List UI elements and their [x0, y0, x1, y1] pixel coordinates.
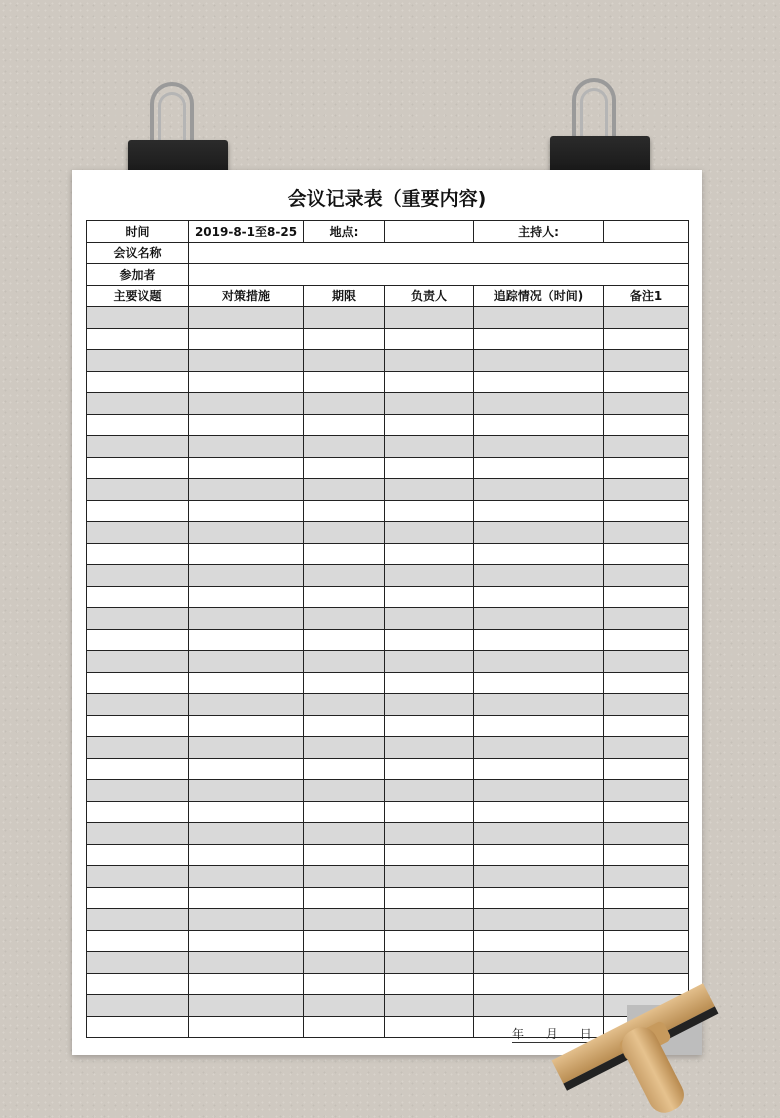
table-cell[interactable] [189, 522, 304, 544]
table-row [87, 608, 689, 630]
table-cell[interactable] [385, 307, 474, 329]
table-cell[interactable] [87, 328, 189, 350]
table-cell[interactable] [189, 500, 304, 522]
table-cell[interactable] [385, 586, 474, 608]
table-cell[interactable] [304, 973, 385, 995]
table-cell[interactable] [304, 780, 385, 802]
table-cell[interactable] [604, 328, 689, 350]
attendees-label: 参加者 [87, 264, 189, 286]
table-cell[interactable] [87, 780, 189, 802]
table-row [87, 651, 689, 673]
table-cell[interactable] [304, 823, 385, 845]
col-header-deadline: 期限 [304, 285, 385, 307]
table-cell[interactable] [304, 565, 385, 587]
table-cell[interactable] [189, 350, 304, 372]
host-value[interactable] [604, 221, 689, 243]
table-cell[interactable] [87, 479, 189, 501]
table-cell[interactable] [385, 973, 474, 995]
table-cell[interactable] [385, 909, 474, 931]
table-cell[interactable] [87, 801, 189, 823]
table-cell[interactable] [304, 930, 385, 952]
table-cell[interactable] [87, 436, 189, 458]
table-cell[interactable] [304, 995, 385, 1017]
table-cell[interactable] [304, 479, 385, 501]
table-cell[interactable] [385, 995, 474, 1017]
table-cell[interactable] [385, 801, 474, 823]
table-row [87, 436, 689, 458]
table-row [87, 328, 689, 350]
table-cell[interactable] [474, 436, 604, 458]
table-row [87, 930, 689, 952]
table-cell[interactable] [474, 737, 604, 759]
table-cell[interactable] [604, 565, 689, 587]
table-cell[interactable] [304, 737, 385, 759]
table-cell[interactable] [87, 371, 189, 393]
table-cell[interactable] [474, 651, 604, 673]
table-row [87, 565, 689, 587]
table-cell[interactable] [385, 758, 474, 780]
table-cell[interactable] [604, 737, 689, 759]
table-cell[interactable] [189, 414, 304, 436]
table-cell[interactable] [474, 608, 604, 630]
table-cell[interactable] [87, 715, 189, 737]
table-cell[interactable] [604, 371, 689, 393]
table-row [87, 522, 689, 544]
table-cell[interactable] [385, 436, 474, 458]
table-cell[interactable] [304, 371, 385, 393]
table-cell[interactable] [385, 328, 474, 350]
table-cell[interactable] [189, 823, 304, 845]
table-cell[interactable] [474, 328, 604, 350]
table-cell[interactable] [385, 694, 474, 716]
table-row [87, 758, 689, 780]
table-cell[interactable] [304, 629, 385, 651]
table-cell[interactable] [385, 1016, 474, 1038]
table-cell[interactable] [604, 522, 689, 544]
table-cell[interactable] [385, 608, 474, 630]
table-cell[interactable] [304, 328, 385, 350]
table-cell[interactable] [474, 414, 604, 436]
table-cell[interactable] [189, 651, 304, 673]
table-cell[interactable] [189, 457, 304, 479]
meeting-name-value[interactable] [189, 242, 689, 264]
table-row [87, 887, 689, 909]
table-cell[interactable] [604, 608, 689, 630]
table-cell[interactable] [189, 672, 304, 694]
table-cell[interactable] [304, 414, 385, 436]
table-cell[interactable] [385, 522, 474, 544]
info-row-meeting-name [87, 242, 689, 264]
table-cell[interactable] [385, 543, 474, 565]
table-cell[interactable] [87, 758, 189, 780]
table-cell[interactable] [474, 457, 604, 479]
table-cell[interactable] [385, 500, 474, 522]
table-cell[interactable] [604, 393, 689, 415]
table-cell[interactable] [385, 715, 474, 737]
table-cell[interactable] [87, 823, 189, 845]
table-row [87, 629, 689, 651]
table-cell[interactable] [385, 393, 474, 415]
table-cell[interactable] [385, 479, 474, 501]
table-cell[interactable] [87, 995, 189, 1017]
table-cell[interactable] [385, 672, 474, 694]
table-cell[interactable] [189, 586, 304, 608]
table-cell[interactable] [189, 328, 304, 350]
table-cell[interactable] [474, 930, 604, 952]
table-cell[interactable] [87, 393, 189, 415]
table-cell[interactable] [604, 350, 689, 372]
table-cell[interactable] [604, 457, 689, 479]
form-title: 会议记录表（重要内容) [287, 188, 487, 210]
info-row-time [87, 221, 689, 243]
form-sheet [72, 170, 702, 1055]
table-cell[interactable] [304, 307, 385, 329]
table-cell[interactable] [304, 844, 385, 866]
table-cell[interactable] [604, 715, 689, 737]
table-cell[interactable] [87, 694, 189, 716]
table-cell[interactable] [474, 543, 604, 565]
table-row [87, 866, 689, 888]
table-row [87, 371, 689, 393]
table-cell[interactable] [189, 608, 304, 630]
table-cell[interactable] [87, 307, 189, 329]
table-cell[interactable] [87, 565, 189, 587]
table-cell[interactable] [604, 414, 689, 436]
time-label: 时间 [87, 221, 189, 243]
table-row [87, 909, 689, 931]
place-label: 地点: [304, 221, 385, 243]
table-cell[interactable] [304, 866, 385, 888]
table-cell[interactable] [304, 952, 385, 974]
table-cell[interactable] [189, 436, 304, 458]
date-day: 日 [579, 1027, 594, 1041]
table-cell[interactable] [189, 307, 304, 329]
table-cell[interactable] [189, 1016, 304, 1038]
table-cell[interactable] [604, 436, 689, 458]
table-cell[interactable] [304, 393, 385, 415]
table-cell[interactable] [604, 651, 689, 673]
table-cell[interactable] [87, 522, 189, 544]
table-cell[interactable] [304, 543, 385, 565]
meeting-record-table [86, 220, 689, 1038]
table-cell[interactable] [87, 909, 189, 931]
table-cell[interactable] [474, 801, 604, 823]
table-cell[interactable] [304, 608, 385, 630]
table-cell[interactable] [304, 457, 385, 479]
table-cell[interactable] [189, 543, 304, 565]
table-cell[interactable] [604, 629, 689, 651]
table-cell[interactable] [304, 758, 385, 780]
table-cell[interactable] [87, 586, 189, 608]
table-cell[interactable] [189, 866, 304, 888]
table-cell[interactable] [385, 866, 474, 888]
table-cell[interactable] [474, 371, 604, 393]
table-cell[interactable] [385, 887, 474, 909]
table-cell[interactable] [189, 479, 304, 501]
header-row [87, 285, 689, 307]
table-row [87, 801, 689, 823]
table-cell[interactable] [604, 823, 689, 845]
col-header-owner: 负责人 [385, 285, 474, 307]
table-cell[interactable] [474, 350, 604, 372]
time-value[interactable]: 2019-8-1至8-25 [189, 221, 304, 243]
col-header-notes: 备注1 [604, 285, 689, 307]
table-cell[interactable] [474, 780, 604, 802]
table-cell[interactable] [189, 995, 304, 1017]
table-cell[interactable] [474, 500, 604, 522]
table-cell[interactable] [87, 672, 189, 694]
table-cell[interactable] [189, 371, 304, 393]
table-cell[interactable] [385, 844, 474, 866]
table-cell[interactable] [87, 457, 189, 479]
table-cell[interactable] [87, 629, 189, 651]
table-cell[interactable] [304, 715, 385, 737]
table-cell[interactable] [474, 866, 604, 888]
table-cell[interactable] [474, 522, 604, 544]
table-cell[interactable] [474, 844, 604, 866]
table-cell[interactable] [304, 500, 385, 522]
wooden-stamp [540, 980, 780, 1102]
table-cell[interactable] [189, 694, 304, 716]
table-row [87, 780, 689, 802]
table-cell[interactable] [474, 565, 604, 587]
table-cell[interactable] [604, 887, 689, 909]
table-row [87, 393, 689, 415]
table-cell[interactable] [604, 930, 689, 952]
table-cell[interactable] [385, 414, 474, 436]
table-cell[interactable] [304, 694, 385, 716]
table-cell[interactable] [87, 414, 189, 436]
table-cell[interactable] [87, 350, 189, 372]
table-cell[interactable] [189, 844, 304, 866]
table-row [87, 350, 689, 372]
table-cell[interactable] [87, 973, 189, 995]
table-cell[interactable] [304, 909, 385, 931]
table-cell[interactable] [87, 500, 189, 522]
table-cell[interactable] [304, 436, 385, 458]
table-cell[interactable] [604, 500, 689, 522]
table-cell[interactable] [87, 651, 189, 673]
table-row [87, 672, 689, 694]
table-cell[interactable] [189, 952, 304, 974]
table-row [87, 543, 689, 565]
table-cell[interactable] [189, 801, 304, 823]
table-cell[interactable] [87, 887, 189, 909]
host-label: 主持人: [474, 221, 604, 243]
table-cell[interactable] [87, 608, 189, 630]
table-cell[interactable] [604, 866, 689, 888]
table-cell[interactable] [304, 651, 385, 673]
table-row [87, 307, 689, 329]
table-cell[interactable] [604, 801, 689, 823]
table-cell[interactable] [604, 694, 689, 716]
table-row [87, 952, 689, 974]
table-row [87, 414, 689, 436]
table-cell[interactable] [604, 758, 689, 780]
col-header-tracking: 追踪情况（时间) [474, 285, 604, 307]
table-cell[interactable] [604, 844, 689, 866]
table-row [87, 694, 689, 716]
table-cell[interactable] [604, 586, 689, 608]
table-row [87, 823, 689, 845]
meeting-name-label: 会议名称 [87, 242, 189, 264]
table-cell[interactable] [474, 952, 604, 974]
table-cell[interactable] [189, 565, 304, 587]
table-cell[interactable] [474, 887, 604, 909]
table-cell[interactable] [474, 586, 604, 608]
table-cell[interactable] [385, 737, 474, 759]
table-cell[interactable] [474, 393, 604, 415]
table-cell[interactable] [87, 737, 189, 759]
table-cell[interactable] [385, 457, 474, 479]
table-cell[interactable] [189, 737, 304, 759]
table-cell[interactable] [385, 350, 474, 372]
table-cell[interactable] [304, 672, 385, 694]
table-cell[interactable] [189, 930, 304, 952]
table-cell[interactable] [189, 887, 304, 909]
table-cell[interactable] [474, 629, 604, 651]
table-cell[interactable] [304, 350, 385, 372]
col-header-topic: 主要议题 [87, 285, 189, 307]
date-year: 年 [512, 1027, 527, 1041]
table-cell[interactable] [474, 694, 604, 716]
table-cell[interactable] [385, 780, 474, 802]
table-cell[interactable] [189, 973, 304, 995]
table-cell[interactable] [385, 371, 474, 393]
table-cell[interactable] [604, 952, 689, 974]
table-cell[interactable] [604, 780, 689, 802]
table-cell[interactable] [385, 952, 474, 974]
table-cell[interactable] [189, 780, 304, 802]
info-row-attendees [87, 264, 689, 286]
table-cell[interactable] [604, 307, 689, 329]
table-cell[interactable] [385, 823, 474, 845]
table-cell[interactable] [189, 629, 304, 651]
table-cell[interactable] [87, 844, 189, 866]
table-row [87, 715, 689, 737]
table-cell[interactable] [189, 715, 304, 737]
table-cell[interactable] [474, 758, 604, 780]
table-cell[interactable] [604, 479, 689, 501]
table-cell[interactable] [87, 952, 189, 974]
table-cell[interactable] [87, 543, 189, 565]
table-cell[interactable] [385, 651, 474, 673]
table-cell[interactable] [385, 930, 474, 952]
table-cell[interactable] [474, 909, 604, 931]
table-cell[interactable] [304, 887, 385, 909]
table-cell[interactable] [474, 672, 604, 694]
table-cell[interactable] [474, 479, 604, 501]
table-cell[interactable] [189, 909, 304, 931]
table-cell[interactable] [474, 307, 604, 329]
table-row [87, 844, 689, 866]
table-row [87, 500, 689, 522]
table-cell[interactable] [604, 543, 689, 565]
table-row [87, 737, 689, 759]
table-cell[interactable] [189, 393, 304, 415]
col-header-measures: 对策措施 [189, 285, 304, 307]
table-cell[interactable] [304, 522, 385, 544]
table-cell[interactable] [474, 715, 604, 737]
table-cell[interactable] [604, 909, 689, 931]
date-month: 月 [545, 1027, 560, 1041]
table-cell[interactable] [87, 1016, 189, 1038]
place-value[interactable] [385, 221, 474, 243]
table-cell[interactable] [304, 586, 385, 608]
table-cell[interactable] [87, 930, 189, 952]
table-cell[interactable] [604, 672, 689, 694]
table-cell[interactable] [87, 866, 189, 888]
attendees-value[interactable] [189, 264, 689, 286]
table-row [87, 457, 689, 479]
table-cell[interactable] [304, 801, 385, 823]
table-cell[interactable] [304, 1016, 385, 1038]
table-row [87, 586, 689, 608]
table-cell[interactable] [385, 629, 474, 651]
table-cell[interactable] [189, 758, 304, 780]
table-cell[interactable] [474, 823, 604, 845]
table-cell[interactable] [385, 565, 474, 587]
table-row [87, 479, 689, 501]
